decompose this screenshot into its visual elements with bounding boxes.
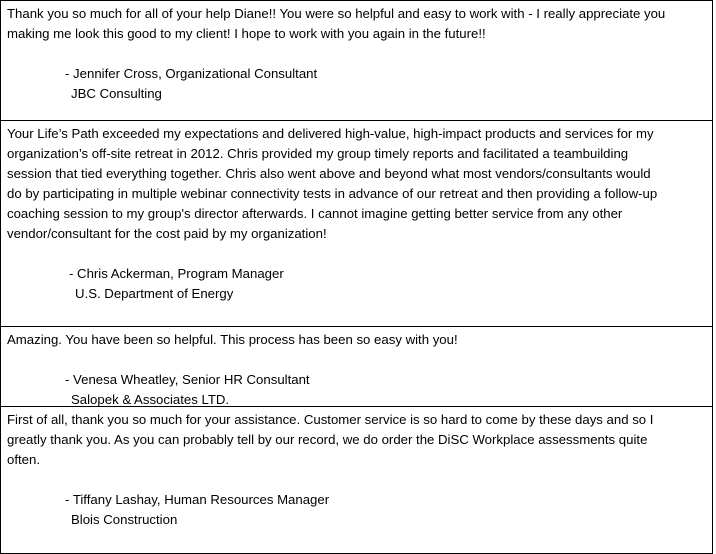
testimonial-author: - Chris Ackerman, Program Manager [69, 266, 284, 281]
quote-line: often. [7, 452, 40, 467]
quote-line: vendor/consultant for the cost paid by my organization! [7, 226, 327, 241]
testimonial-author: - Venesa Wheatley, Senior HR Consultant [65, 372, 310, 387]
testimonial-cell [1, 121, 712, 327]
quote-line: First of all, thank you so much for your assistance. Customer service is so hard to come by these days and so I [7, 412, 654, 427]
testimonial-organization: JBC Consulting [71, 86, 162, 101]
testimonial-cell [1, 1, 712, 121]
testimonial-cell [1, 327, 712, 407]
testimonial-quote [7, 410, 706, 470]
testimonial-organization: Blois Construction [71, 512, 178, 527]
quote-line: coaching session to my group's director afterwards. I cannot imagine getting better service from any other [7, 206, 623, 221]
quote-line: organization’s off-site retreat in 2012. Chris provided my group timely reports and facilitated a teambuilding [7, 146, 629, 161]
quote-line: do by participating in multiple webinar connectivity tests in advance of our retreat and then providing a follow-up [7, 186, 658, 201]
testimonial-author: - Tiffany Lashay, Human Resources Manager [65, 492, 330, 507]
quote-line: greatly thank you. As you can probably tell by our record, we do order the DiSC Workplace assessments quite [7, 432, 648, 447]
testimonial-quote [7, 124, 706, 244]
quote-line: session that tied everything together. Chris also went above and beyond what most vendors/consultants would [7, 166, 651, 181]
quote-line: Amazing. You have been so helpful. This process has been so easy with you! [7, 332, 458, 347]
testimonial-organization: Salopek & Associates LTD. [71, 392, 230, 407]
testimonial-organization: U.S. Department of Energy [75, 286, 234, 301]
quote-line: Thank you so much for all of your help Diane!! You were so helpful and easy to work with - I really appreciate you [7, 6, 666, 21]
testimonial-author: - Jennifer Cross, Organizational Consultant [65, 66, 318, 81]
testimonial-quote [7, 330, 706, 350]
testimonial-cell [1, 407, 712, 553]
testimonial-quote [7, 4, 706, 44]
quote-line: making me look this good to my client! I hope to work with you again in the future!! [7, 26, 486, 41]
quote-line: Your Life’s Path exceeded my expectations and delivered high-value, high-impact products and services for my [7, 126, 654, 141]
